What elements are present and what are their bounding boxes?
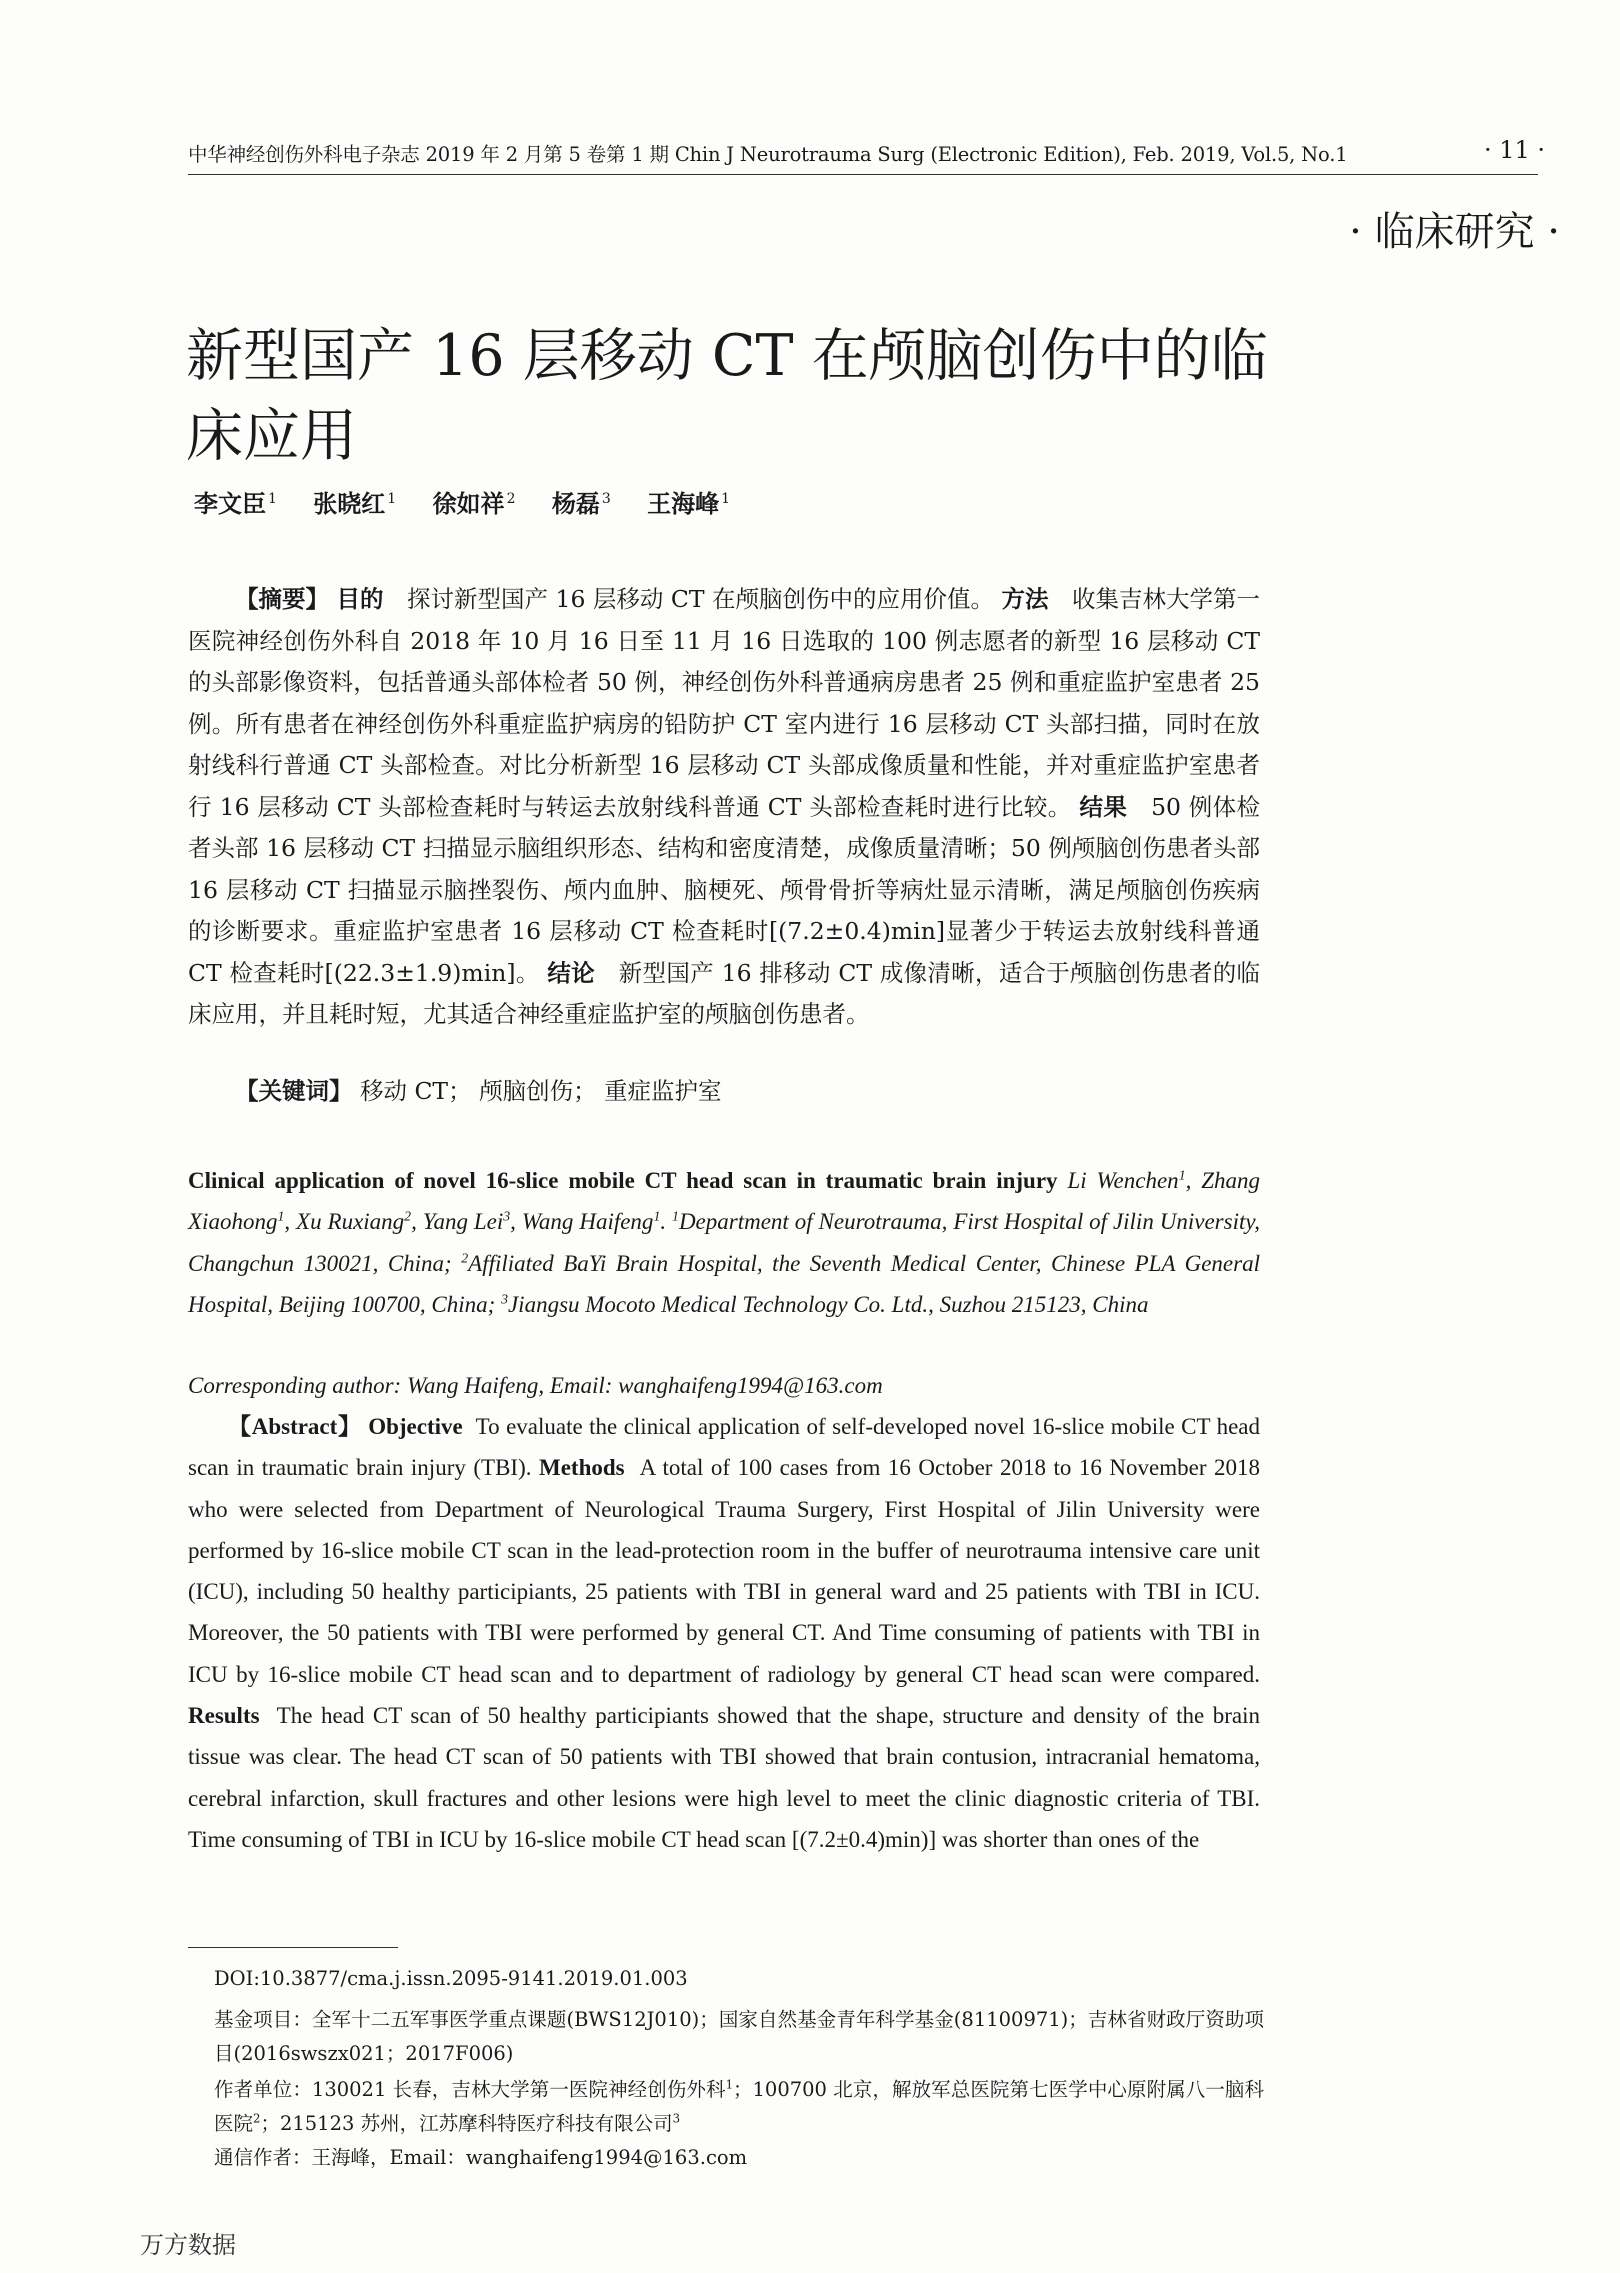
abstract-label-cn: 【摘要】	[235, 585, 330, 613]
author-cn: 李文臣 $^1$	[194, 489, 277, 518]
conclusion-text-cn: 新型国产 16 排移动 CT 成像清晰，适合于颅脑创伤患者的临床应用，并且耗时短，尤其适合神经重症监护室的颅脑创伤患者。	[188, 958, 1261, 1028]
header-divider	[188, 174, 1538, 175]
methods-text-cn: 收集吉林大学第一医院神经创伤外科自 2018 年 10 月 16 日至 11 月 16 日选取的 100 例志愿者的新型 16 层移动 CT 的头部影像资料，包括普通头部体检者 50 例，神经创伤外科普通病房患者 25 例和重症监护室患者 25 例。所有患者在神经创伤外科重症监护病房的铅防护 CT 室内进行 16 层移动 CT 头部扫描，同时在放射线科行普通 CT 头部检查。对比分析新型 16 层移动 CT 头部成像质量和性能，并对重症监护室患者行 16 层移动 CT 头部检查耗时与转运去放射线科普通 CT 头部检查耗时进行比较。	[188, 585, 1261, 821]
article-title-cn: 新型国产 16 层移动 CT 在颅脑创伤中的临床应用	[186, 323, 1268, 469]
abstract-cn	[188, 579, 1260, 1036]
author-cn: 张晓红 $^1$	[313, 489, 397, 518]
footnote-affiliations: 作者单位：130021 长春，吉林大学第一医院神经创伤外科$^1$；100700 北京，解放军总医院第七医学中心原附属八一脑科医院$^2$；215123 苏州，江苏摩科特医疗科技有限公司$^3$	[214, 2077, 1264, 2135]
english-title: Clinical application of novel 16-slice mobile CT head scan in traumatic brain injury	[188, 1168, 1058, 1193]
abstract-en	[188, 1406, 1260, 1860]
methods-label-en: Methods	[539, 1455, 625, 1481]
english-title-block	[188, 1160, 1260, 1325]
english-authors: Li Wenchen$^1$, Zhang Xiaohong$^1$, Xu Ruxiang$^2$, Yang Lei$^3$, Wang Haifeng$^1$. $^1$Department of Neurotrauma, First Hospital of Jilin University, Changchun 130021, China; $^2$Affiliated BaYi Brain Hospital, the Seventh Medical Center, Chinese PLA General Hospital, Beijing 100700, China; $^3$Jiangsu Mocoto Medical Technology Co. Ltd., Suzhou 215123, China	[188, 1167, 1261, 1317]
keywords-label-cn: 【关键词】	[235, 1077, 353, 1105]
footnote-divider	[188, 1947, 398, 1948]
author-list-cn	[194, 484, 1094, 519]
results-label-cn: 结果	[1079, 792, 1128, 821]
keywords-cn	[188, 1071, 1260, 1113]
running-header: 中华神经创伤外科电子杂志 2019 年 2 月第 5 卷第 1 期 Chin J Neurotrauma Surg (Electronic Edition), Feb. 2019, Vol.5, No.1	[188, 143, 1348, 166]
methods-label-cn: 方法	[1001, 585, 1049, 613]
english-corresponding-author: Corresponding author: Wang Haifeng, Email: wanghaifeng1994@163.com	[188, 1373, 883, 1398]
results-text-cn: 50 例体检者头部 16 层移动 CT 扫描显示脑组织形态、结构和密度清楚，成像质量清晰；50 例颅脑创伤患者头部 16 层移动 CT 扫描显示脑挫裂伤、颅内血肿、脑梗死、颅骨骨折等病灶显示清晰，满足颅脑创伤疾病的诊断要求。重症监护室患者 16 层移动 CT 检查耗时[(7.2±0.4)min]显著少于转运去放射线科普通 CT 检查耗时[(22.3±1.9)min]。	[188, 792, 1260, 987]
section-label: · 临床研究 ·	[1349, 209, 1560, 255]
footnote-doi: DOI:10.3877/cma.j.issn.2095-9141.2019.01.003	[214, 1967, 688, 1990]
footnote-funding: 基金项目：全军十二五军事医学重点课题(BWS12J010)；国家自然基金青年科学基金(81100971)；吉林省财政厅资助项目(2016swszx021；2017F006)	[214, 2008, 1264, 2065]
results-text-en: The head CT scan of 50 healthy participiants showed that the shape, structure and density of the brain tissue was clear. The head CT scan of 50 patients with TBI showed that brain contusion, intracranial hematoma, cerebral infarction, skull fractures and other lesions were high level to meet the clinic diagnostic criteria of TBI. Time consuming of TBI in ICU by 16-slice mobile CT head scan [(7.2±0.4)min)] was shorter than ones of the	[188, 1703, 1261, 1852]
author-cn: 徐如祥 $^2$	[432, 489, 516, 518]
watermark: 万方数据	[140, 2231, 236, 2259]
conclusion-label-cn: 结论	[547, 958, 595, 987]
objective-text-en: To evaluate the clinical application of self-developed novel 16-slice mobile CT head scan in traumatic brain injury (TBI).	[188, 1414, 1261, 1481]
objective-text-cn: 探讨新型国产 16 层移动 CT 在颅脑创伤中的应用价值。	[407, 585, 995, 613]
objective-label-en: Objective	[368, 1414, 463, 1439]
page-number: · 11 ·	[1483, 136, 1545, 164]
keywords-text-cn: 移动 CT； 颅脑创伤； 重症监护室	[359, 1077, 722, 1105]
abstract-label-en: 【Abstract】	[228, 1414, 362, 1439]
footnote-corresponding-author: 通信作者：王海峰，Email：wanghaifeng1994@163.com	[214, 2146, 748, 2169]
results-label-en: Results	[188, 1703, 260, 1729]
objective-label-cn: 目的	[336, 585, 384, 613]
methods-text-en: A total of 100 cases from 16 October 2018 to 16 November 2018 who were selected from Department of Neurological Trauma Surgery, First Hospital of Jilin University were performed by 16-slice mobile CT scan in the lead-protection room in the buffer of neurotrauma intensive care unit (ICU), including 50 healthy participiants, 25 patients with TBI in general ward and 25 patients with TBI in ICU. Moreover, the 50 patients with TBI were performed by general CT. And Time consuming of patients with TBI in ICU by 16-slice mobile CT head scan and to department of radiology by general CT head scan were compared.	[188, 1455, 1260, 1687]
author-cn: 王海峰 $^1$	[647, 489, 731, 518]
author-cn: 杨磊 $^3$	[551, 489, 611, 518]
